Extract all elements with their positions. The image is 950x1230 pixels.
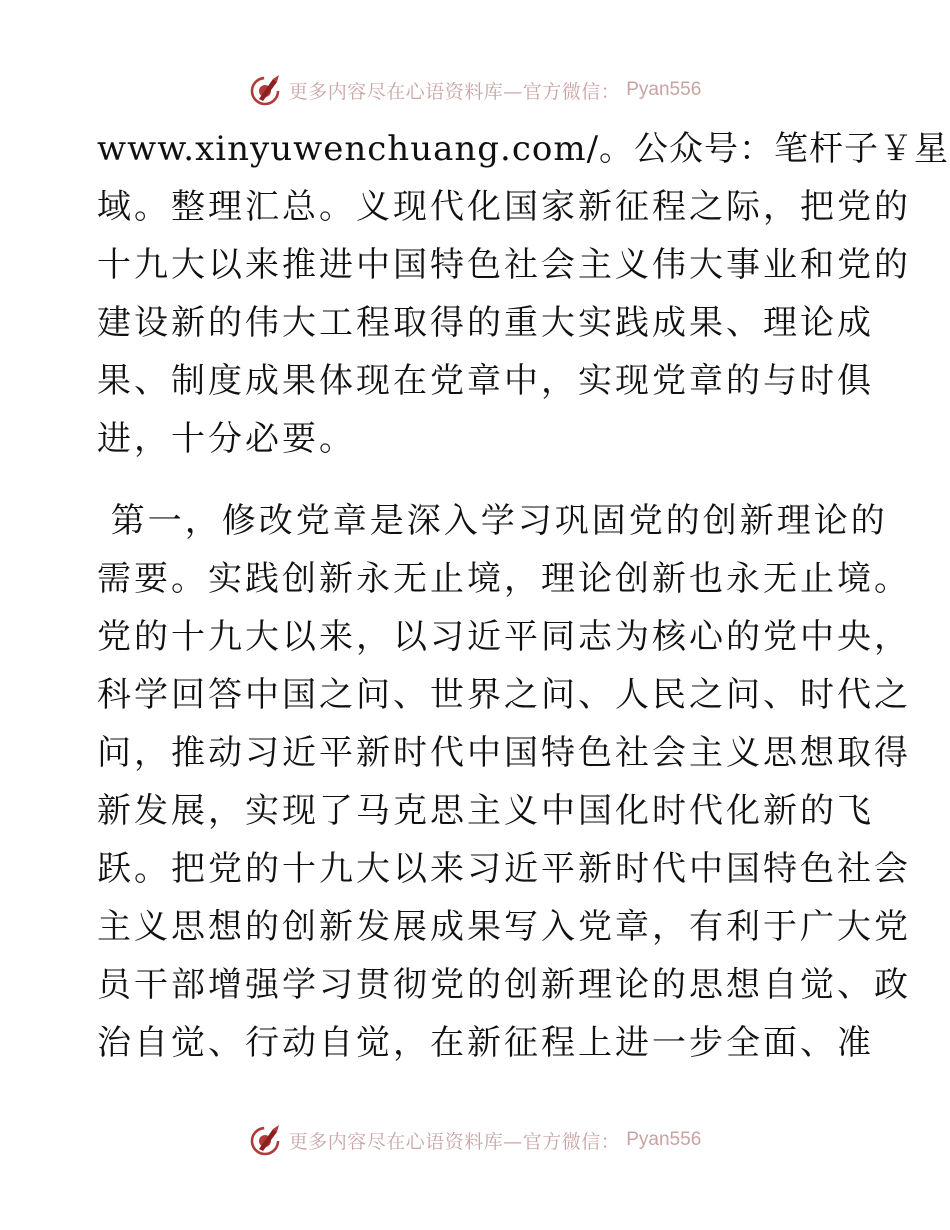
text-line: 进，十分必要。 [97, 419, 356, 459]
footer-banner [0, 1120, 950, 1160]
text-line: 问，推动习近平新时代中国特色社会主义思想取得 [97, 733, 911, 773]
text-line: 跃。把党的十九大以来习近平新时代中国特色社会 [97, 849, 911, 889]
text-line: 党的十九大以来，以习近平同志为核心的党中央， [97, 617, 911, 657]
text-line: 新发展，实现了马克思主义中国化时代化新的飞 [97, 791, 874, 831]
text-line: 主义思想的创新发展成果写入党章，有利于广大党 [97, 907, 911, 947]
quill-logo-icon [249, 73, 283, 107]
text-line: www.xinyuwenchuang.com/。公众号：笔杆子￥星 [97, 129, 950, 169]
header-wechat-id: Pyan556 [626, 79, 702, 100]
text-line: 域。整理汇总。义现代化国家新征程之际，把党的 [97, 187, 911, 227]
document-body [97, 120, 950, 1072]
paragraph-2 [97, 492, 911, 1072]
header-banner [0, 70, 950, 110]
text-line: 需要。实践创新永无止境，理论创新也永无止境。 [97, 559, 911, 599]
paragraph-1 [97, 120, 950, 468]
text-line: 第一，修改党章是深入学习巩固党的创新理论的 [97, 501, 888, 541]
paragraph-gap [97, 468, 857, 492]
footer-wechat-id: Pyan556 [626, 1129, 702, 1150]
text-line: 果、制度成果体现在党章中，实现党章的与时俱 [97, 361, 874, 401]
text-line: 员干部增强学习贯彻党的创新理论的思想自觉、政 [97, 965, 911, 1005]
text-line: 建设新的伟大工程取得的重大实践成果、理论成 [97, 303, 874, 343]
header-banner-text: 更多内容尽在心语资料库—官方微信： [288, 80, 621, 103]
text-line: 十九大以来推进中国特色社会主义伟大事业和党的 [97, 245, 911, 285]
text-line: 治自觉、行动自觉，在新征程上进一步全面、准 [97, 1023, 874, 1063]
text-line: 科学回答中国之问、世界之问、人民之问、时代之 [97, 675, 911, 715]
footer-banner-text: 更多内容尽在心语资料库—官方微信： [288, 1130, 621, 1153]
quill-logo-icon [249, 1123, 283, 1157]
